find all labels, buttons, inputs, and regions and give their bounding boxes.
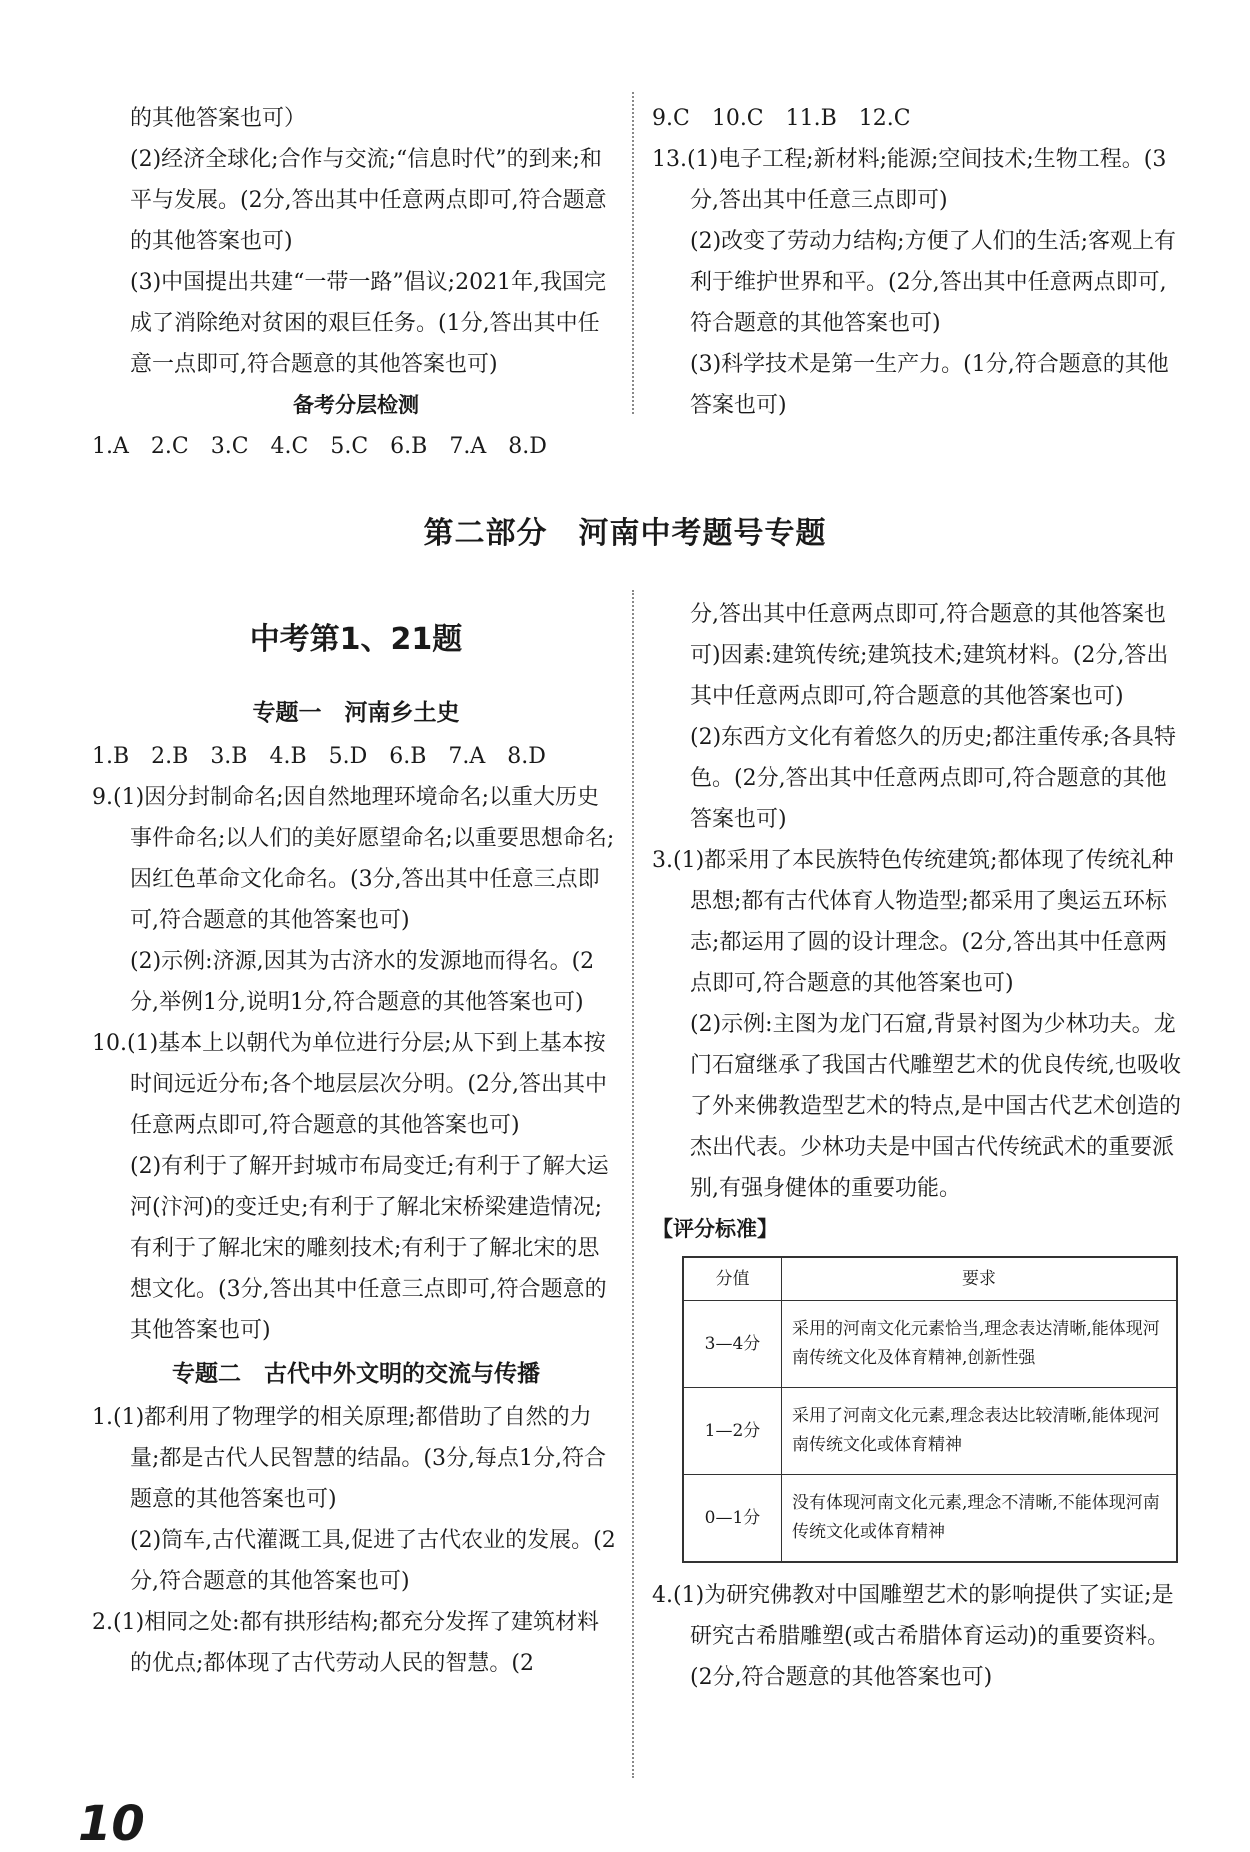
- answer-paragraph: 13.(1)电子工程;新材料;能源;空间技术;生物工程。(3分,答出其中任意三点即可): [652, 147, 1167, 213]
- rubric-label: 【评分标准】: [652, 1217, 778, 1241]
- answer-paragraph: 10.(1)基本上以朝代为单位进行分层;从下到上基本按时间远近分布;各个地层层次分明。(2分,答出其中任意两点即可,符合题意的其他答案也可): [92, 1031, 607, 1138]
- column-divider: [632, 590, 634, 1778]
- scoring-rubric-table: [682, 1256, 1178, 1563]
- table-header-row: [683, 1257, 1177, 1301]
- answer-paragraph: (2)经济全球化;合作与交流;“信息时代”的到来;和平与发展。(2分,答出其中任意两点即可,符合题意的其他答案也可): [130, 147, 607, 254]
- requirement-cell: 没有体现河南文化元素,理念不清晰,不能体现河南传统文化或体育精神: [782, 1475, 1178, 1563]
- top-left-column: [92, 98, 620, 467]
- answer-paragraph: 1.(1)都利用了物理学的相关原理;都借助了自然的力量;都是古代人民智慧的结晶。(3分,每点1分,符合题意的其他答案也可): [92, 1405, 606, 1512]
- answer-paragraph: (2)有利于了解开封城市布局变迁;有利于了解大运河(汴河)的变迁史;有利于了解北宋桥梁建造情况;有利于了解北宋的雕刻技术;有利于了解北宋的思想文化。(3分,答出其中任意三点即可,符合题意的其他答案也可): [130, 1154, 609, 1343]
- header-score: 分值: [683, 1257, 782, 1301]
- part-title: 第二部分 河南中考题号专题: [423, 516, 827, 551]
- multiple-choice-answers: 1.A 2.C 3.C 4.C 5.C 6.B 7.A 8.D: [92, 434, 547, 459]
- requirement-cell: 采用的河南文化元素恰当,理念表达清晰,能体现河南传统文化及体育精神,创新性强: [782, 1301, 1178, 1388]
- answer-paragraph: (2)示例:济源,因其为古济水的发源地而得名。(2分,举例1分,说明1分,符合题意的其他答案也可): [130, 949, 595, 1015]
- answer-paragraph: 3.(1)都采用了本民族特色传统建筑;都体现了传统礼种思想;都有古代体育人物造型;都采用了奥运五环标志;都运用了圆的设计理念。(2分,答出其中任意两点即可,符合题意的其他答案也可): [652, 848, 1174, 996]
- answer-paragraph: (2)筒车,古代灌溉工具,促进了古代农业的发展。(2分,符合题意的其他答案也可): [130, 1528, 616, 1594]
- answer-paragraph: 2.(1)相同之处:都有拱形结构;都充分发挥了建筑材料的优点;都体现了古代劳动人民的智慧。(2: [92, 1610, 599, 1676]
- topic-heading: 专题一 河南乡土史: [252, 700, 460, 726]
- answer-paragraph: (2)东西方文化有着悠久的历史;都注重传承;各具特色。(2分,答出其中任意两点即可,符合题意的其他答案也可): [690, 725, 1176, 832]
- answer-paragraph: (3)中国提出共建“一带一路”倡议;2021年,我国完成了消除绝对贫困的艰巨任务。(1分,答出其中任意一点即可,符合题意的其他答案也可): [130, 270, 607, 377]
- answer-paragraph: 9.(1)因分封制命名;因自然地理环境命名;以重大历史事件命名;以人们的美好愿望命名;以重要思想命名;因红色革命文化命名。(3分,答出其中任意三点即可,符合题意的其他答案也可): [92, 785, 615, 933]
- answer-continuation: 分,答出其中任意两点即可,符合题意的其他答案也可)因素:建筑传统;建筑技术;建筑材料。(2分,答出其中任意两点即可,符合题意的其他答案也可): [690, 602, 1169, 709]
- section-subheading: 备考分层检测: [293, 393, 419, 417]
- answer-paragraph: 4.(1)为研究佛教对中国雕塑艺术的影响提供了实证;是研究古希腊雕塑(或古希腊体育运动)的重要资料。(2分,符合题意的其他答案也可): [652, 1583, 1174, 1690]
- question-set-title: 中考第1、21题: [249, 622, 463, 657]
- answer-paragraph: (2)示例:主图为龙门石窟,背景衬图为少林功夫。龙门石窟继承了我国古代雕塑艺术的优良传统,也吸收了外来佛教造型艺术的特点,是中国古代艺术创造的杰出代表。少林功夫是中国古代传统武术的重要派别,有强身健体的重要功能。: [690, 1012, 1181, 1201]
- multiple-choice-answers: 1.B 2.B 3.B 4.B 5.D 6.B 7.A 8.D: [92, 744, 546, 769]
- topic-heading: 专题二 古代中外文明的交流与传播: [172, 1361, 540, 1387]
- answer-paragraph: (3)科学技术是第一生产力。(1分,符合题意的其他答案也可): [690, 352, 1169, 418]
- table-row: [683, 1475, 1177, 1563]
- right-column: [652, 594, 1182, 1698]
- column-divider: [632, 92, 634, 414]
- page-number: 10: [78, 1796, 145, 1852]
- score-cell: 3—4分: [683, 1301, 782, 1388]
- table-row: [683, 1388, 1177, 1475]
- score-cell: 1—2分: [683, 1388, 782, 1475]
- requirement-cell: 采用了河南文化元素,理念表达比较清晰,能体现河南传统文化或体育精神: [782, 1388, 1178, 1475]
- answer-paragraph: (2)改变了劳动力结构;方便了人们的生活;客观上有利于维护世界和平。(2分,答出其中任意两点即可,符合题意的其他答案也可): [690, 229, 1176, 336]
- answer-continuation: 的其他答案也可）: [130, 106, 307, 131]
- left-column: [92, 594, 620, 1684]
- top-right-column: [652, 98, 1182, 426]
- header-requirement: 要求: [782, 1257, 1178, 1301]
- multiple-choice-answers: 9.C 10.C 11.B 12.C: [652, 106, 911, 131]
- score-cell: 0—1分: [683, 1475, 782, 1563]
- table-row: [683, 1301, 1177, 1388]
